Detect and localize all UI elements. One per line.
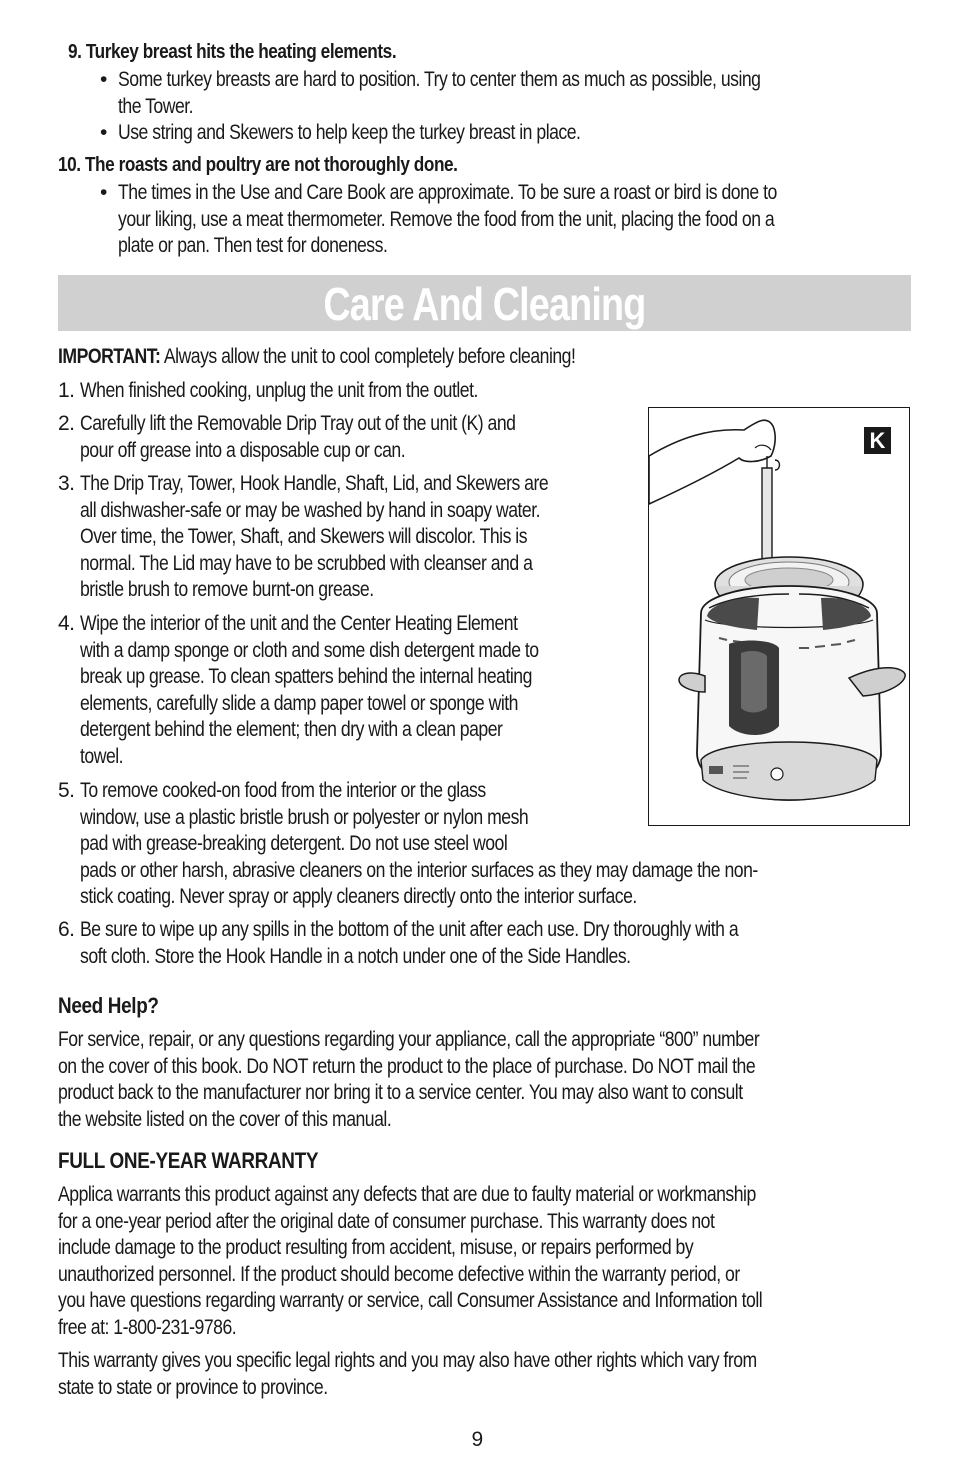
care-step-3: 3. The Drip Tray, Tower, Hook Handle, Shaft, Lid, and Skewers are all dishwasher-safe or may be washed by hand in soapy water. Over time, the Tower, Shaft, and Skewers will discolor. This is normal. The Lid may have to be scrubbed with cleanser and a bristle brush to remove burnt-on grease.: [58, 472, 549, 601]
section-title: Care And Cleaning: [323, 278, 646, 330]
section-banner: [58, 275, 911, 331]
warranty-paragraph-1: Applica warrants this product against any defects that are due to faulty material or workmanship for a one-year period after the original date of consumer purchase. This warranty does not include damage to the product resulting from accident, misuse, or repairs performed by unauthorized personnel. If the product should become defective within the warranty period, or you have questions regarding warranty or service, call Consumer Assistance and Information toll free at: 1-800-231-9786.: [58, 1183, 763, 1339]
trouble-item-9-heading: 9. Turkey breast hits the heating elements.: [68, 41, 397, 63]
figure-label: K: [864, 427, 891, 454]
trouble-9-bullet-2: • Use string and Skewers to help keep the turkey breast in place.: [100, 121, 581, 144]
trouble-10-bullet-1: • The times in the Use and Care Book are approximate. To be sure a roast or bird is done to your liking, use a meat thermometer. Remove the food from the unit, placing the food on a plate or pan. Then test for doneness.: [100, 181, 777, 257]
important-note: [58, 344, 918, 371]
need-help-heading: Need Help?: [58, 993, 159, 1018]
trouble-item-10-heading: 10. The roasts and poultry are not thoroughly done.: [58, 154, 458, 176]
trouble-9-bullet-1: • Some turkey breasts are hard to position. Try to center them as much as possible, using the Tower.: [100, 68, 761, 118]
care-step-4: 4. Wipe the interior of the unit and the Center Heating Element with a damp sponge or cloth and some dish detergent made to break up grease. To clean spatters behind the internal heating elements, carefully slide a damp paper towel or sponge with detergent behind the element; then dry with a clean paper towel.: [58, 612, 539, 768]
need-help-text: For service, repair, or any questions regarding your appliance, call the appropriate “800” number on the cover of this book. Do NOT return the product to the place of purchase. Do NOT mail the product back to the manufacturer nor bring it to a service center. You may also want to consult the website listed on the cover of this manual.: [58, 1028, 760, 1131]
care-step-1: 1. When finished cooking, unplug the unit from the outlet.: [58, 379, 478, 402]
care-step-5: 5. To remove cooked-on food from the interior or the glass window, use a plastic bristle brush or polyester or nylon mesh pad with grease-breaking detergent. Do not use steel wool pads or other harsh, abrasive cleaners on the interior surfaces as they may damage the non- stick coating. Never spray or apply cleaners directly onto the interior surface.: [58, 779, 758, 908]
fryer-illustration-icon: [649, 408, 908, 824]
important-text: Always allow the unit to cool completely before cleaning!: [160, 345, 576, 368]
page-number: 9: [471, 1428, 483, 1451]
warranty-heading: FULL ONE-YEAR WARRANTY: [58, 1148, 319, 1173]
important-label: IMPORTANT:: [58, 345, 161, 368]
figure-k: [648, 407, 910, 826]
warranty-paragraph-2: This warranty gives you specific legal rights and you may also have other rights which vary from state to state or province to province.: [58, 1349, 757, 1399]
care-step-2: 2. Carefully lift the Removable Drip Tray out of the unit (K) and pour off grease into a disposable cup or can.: [58, 412, 516, 462]
care-step-6: 6. Be sure to wipe up any spills in the bottom of the unit after each use. Dry thoroughly with a soft cloth. Store the Hook Handle in a notch under one of the Side Handles.: [58, 918, 739, 968]
